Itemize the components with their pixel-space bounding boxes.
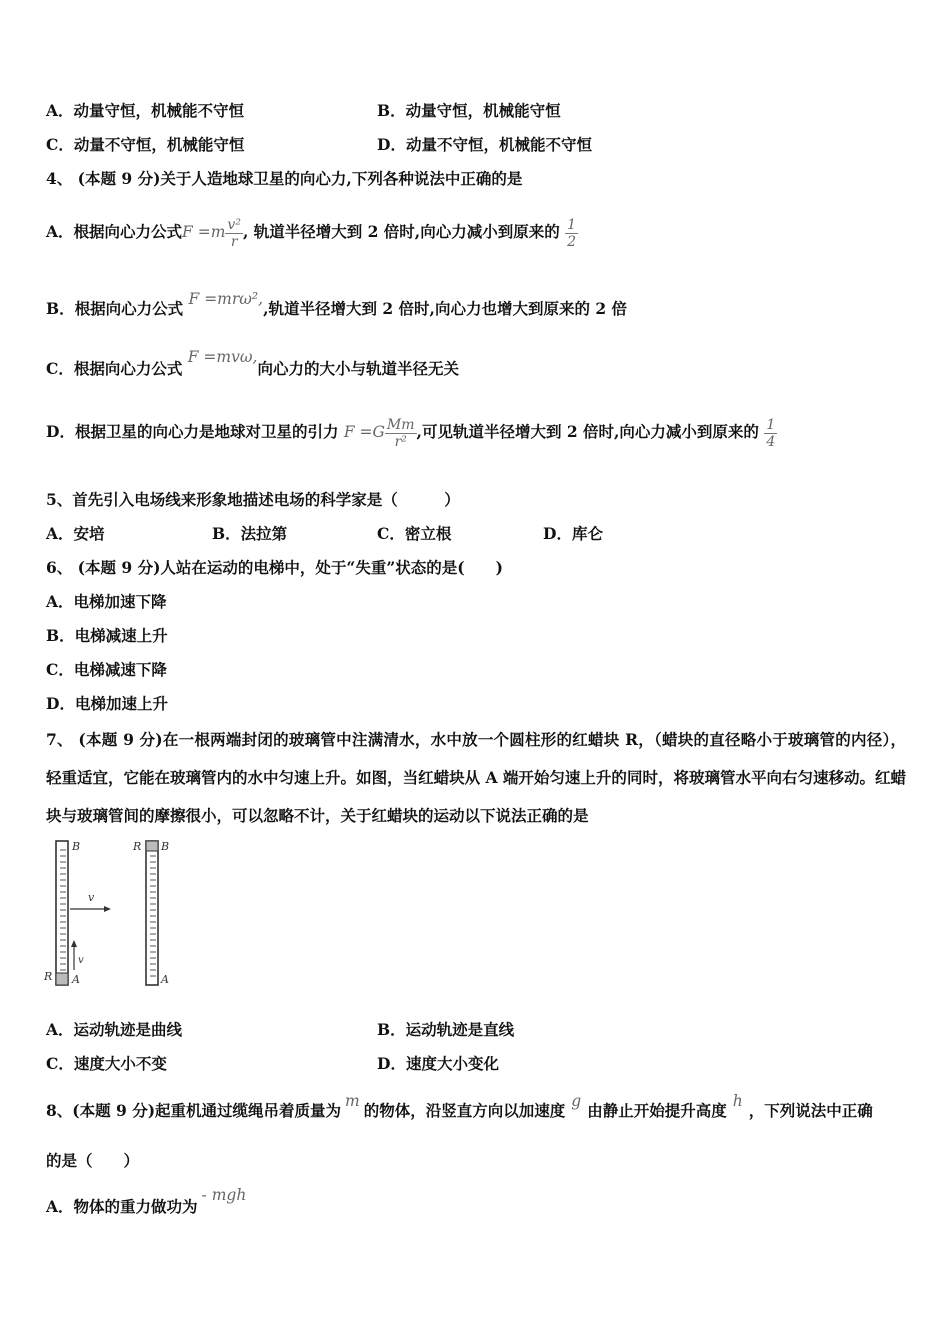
q4-a-formula-lhs: F =m [182,223,226,241]
q4-a-formula-num: v² [227,216,241,233]
q4-b-formula: F =mrω², [188,290,264,308]
q6-stem: 6、 (本题 9 分)人站在运动的电梯中，处于“失重”状态的是( ) [46,558,503,577]
left-tube [56,841,68,985]
q4-d-formula-frac [385,417,417,450]
q6-option-b: B．电梯减速上升 [46,626,168,645]
q4-d-formula-den: r² [394,433,407,450]
q8-stem-line2: 的是（ ） [46,1151,140,1170]
q4-a-formula-den: r [230,233,238,250]
q3-option-a: A．动量守恒，机械能不守恒 [46,101,245,120]
q8-stem [46,1092,906,1122]
q4-option-c [46,348,459,380]
q8-stem-part1: 8、(本题 9 分)起重机通过缆绳吊着质量为 [46,1101,342,1120]
left-tube-label-a: A [72,973,80,986]
q8-a-formula: - mgh [201,1186,247,1204]
q4-b-prefix: B．根据向心力公式 [46,299,184,318]
q4-c-suffix: 向心力的大小与轨道半径无关 [257,359,459,378]
q3-option-c: C．动量不守恒，机械能守恒 [46,135,245,154]
velocity-right-label: v [88,891,95,904]
q4-a-fraction [565,217,578,250]
q4-d-formula-lhs: F =G [343,423,385,441]
q8-a-prefix: A．物体的重力做功为 [46,1197,198,1216]
q3-option-b: B．动量守恒，机械能守恒 [377,101,561,120]
velocity-up-label: v [78,955,84,966]
q6-option-a: A．电梯加速下降 [46,592,167,611]
q4-d-frac-den: 4 [766,433,776,450]
right-tube [146,841,158,985]
q5-option-b: B．法拉第 [212,524,288,543]
q4-d-formula-num: Mm [386,416,415,433]
left-tube-label-b: B [72,840,81,853]
q4-a-prefix: A．根据向心力公式 [46,222,183,241]
q4-option-b [46,290,628,320]
velocity-up-arrowhead [71,940,77,947]
left-tube-label-r: R [44,970,53,983]
right-tube-label-b: B [161,840,170,853]
velocity-right-arrowhead [104,906,111,912]
q4-c-prefix: C．根据向心力公式 [46,359,183,378]
q4-a-formula-frac [225,217,243,250]
q4-a-frac-num: 1 [567,216,577,233]
q8-stem-part3: 由静止开始提升高度 [587,1101,727,1120]
q5-stem: 5、首先引入电场线来形象地描述电场的科学家是（ ） [46,490,460,509]
q4-stem: 4、 (本题 9 分)关于人造地球卫星的向心力,下列各种说法中正确的是 [46,169,523,188]
q8-option-a [46,1186,247,1218]
q8-stem-part2: 的物体，沿竖直方向以加速度 [363,1101,566,1120]
q4-a-frac-den: 2 [567,233,577,250]
q4-option-a [46,210,578,254]
q4-a-suffix: , 轨道半径增大到 2 倍时,向心力减小到原来的 [242,222,560,241]
q5-option-d: D．库仑 [543,524,603,543]
q7-option-b: B．运动轨迹是直线 [377,1020,515,1039]
q3-option-d: D．动量不守恒，机械能不守恒 [377,135,592,154]
q4-b-suffix: ,轨道半径增大到 2 倍时,向心力也增大到原来的 2 倍 [263,299,628,318]
q6-option-c: C．电梯减速下降 [46,660,167,679]
q4-d-frac-num: 1 [766,416,776,433]
q8-var-g: g [571,1092,582,1110]
q7-option-c: C．速度大小不变 [46,1054,167,1073]
q5-option-c: C．密立根 [377,524,452,543]
q7-stem: 7、 (本题 9 分)在一根两端封闭的玻璃管中注满清水，水中放一个圆柱形的红蜡块 R，（蜡块的直径略小于玻璃管的内径），轻重适宜，它能在玻璃管内的水中匀速上升。如图，当红蜡块从 A 端开始匀速上升的同时，将玻璃管水平向右匀速移动。红蜡块与玻璃管间的摩擦很小，可以忽略不计，关于红蜡块的运动以下说法正确的是 [46,730,906,825]
q4-d-fraction [764,417,777,450]
q4-c-formula: F =mvω, [187,348,258,366]
q7-option-a: A．运动轨迹是曲线 [46,1020,183,1039]
q7-option-d: D．速度大小变化 [377,1054,499,1073]
q8-var-h: h [732,1092,743,1110]
q4-option-d [46,410,777,454]
q8-var-m: m [345,1092,360,1110]
q7-tube-figure [40,835,190,995]
right-tube-label-a: A [161,973,169,986]
q8-stem-part4: ，下列说法中正确 [748,1101,873,1120]
q4-d-suffix: ,可见轨道半径增大到 2 倍时,向心力减小到原来的 [416,422,759,441]
q6-option-d: D．电梯加速上升 [46,694,168,713]
right-tube-label-r: R [133,840,142,853]
q5-option-a: A．安培 [46,524,105,543]
q4-d-prefix: D．根据卫星的向心力是地球对卫星的引力 [46,422,339,441]
